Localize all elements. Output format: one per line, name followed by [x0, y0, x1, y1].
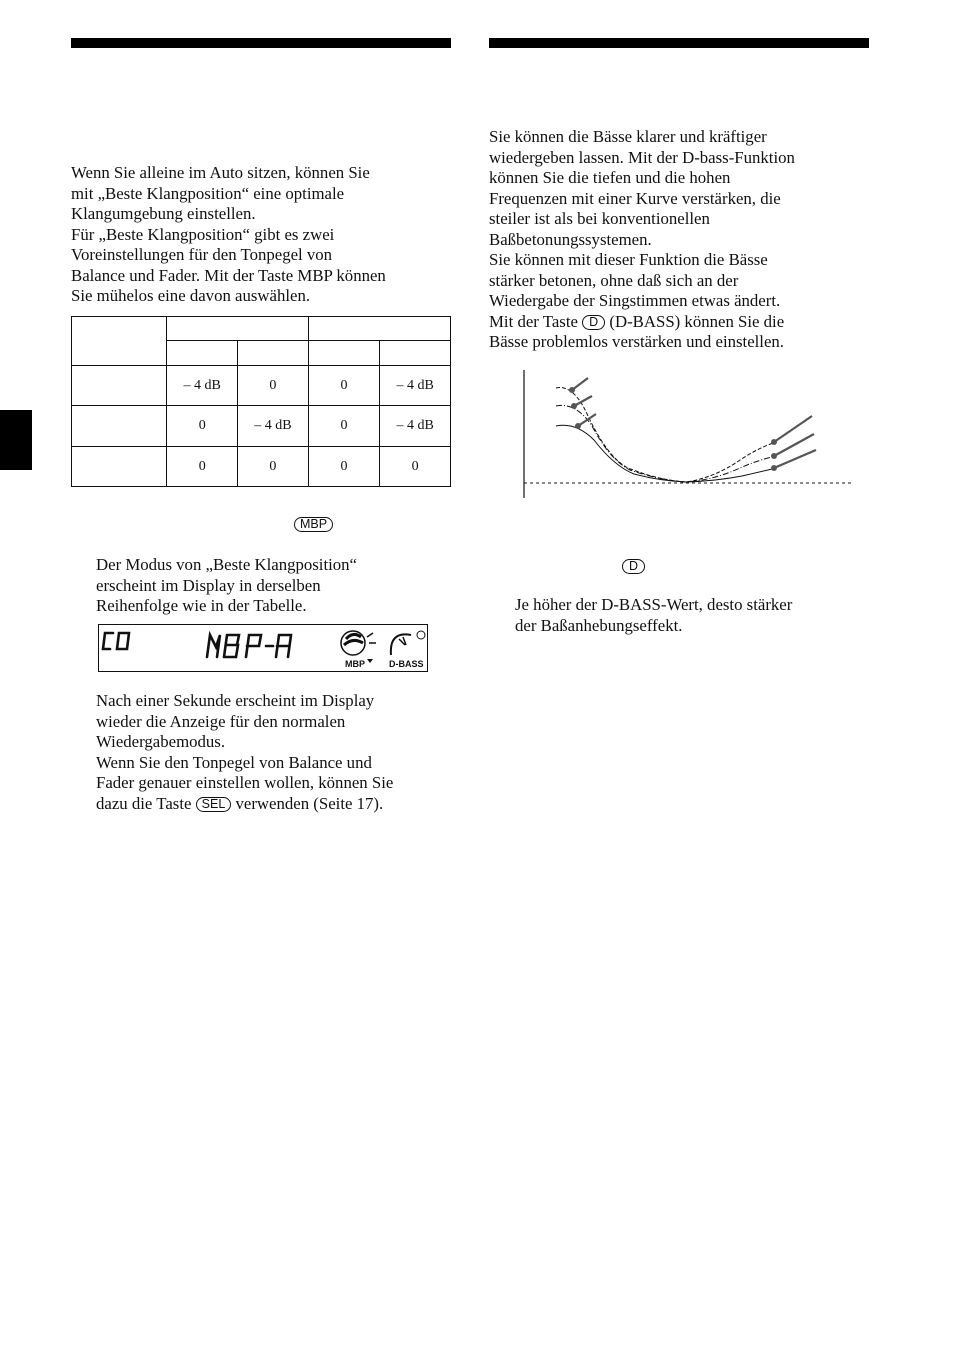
text-line: stärker betonen, ohne daß sich an der — [489, 270, 739, 290]
text-line: Reihenfolge wie in der Tabelle. — [96, 596, 307, 615]
table-cell: – 4 dB — [167, 366, 238, 406]
text-line: Sie können mit dieser Funktion die Bässe — [489, 250, 768, 269]
table-cell: 0 — [380, 447, 451, 487]
dbass-curve-graph — [518, 368, 858, 500]
table-cell: – 4 dB — [380, 406, 451, 447]
text-line: steiler ist als bei konventionellen — [489, 209, 710, 228]
table-cell: 0 — [308, 447, 380, 487]
text-line: Der Modus von „Beste Klangposition“ — [96, 555, 358, 574]
text-line: Baßbetonungssystemen. — [489, 229, 652, 249]
lcd-char-p — [246, 635, 261, 657]
text-line: erscheint im Display in derselben — [96, 575, 321, 595]
row-label-cell — [72, 447, 167, 487]
text-line: Sie mühelos eine davon auswählen. — [71, 286, 311, 305]
dbass-indicator-label: D-BASS — [389, 659, 424, 669]
text-line: können Sie die tiefen und die hohen — [489, 168, 731, 187]
text-line: Fader genauer einstellen wollen, können Sie — [96, 773, 394, 792]
table-cell: – 4 dB — [238, 406, 309, 447]
table-cell: – 4 dB — [380, 366, 451, 406]
text-line: Wenn Sie alleine im Auto sitzen, können Sie — [71, 163, 370, 182]
text-line: Frequenzen mit einer Kurve verstärken, die — [489, 188, 781, 208]
text-line: wiedergeben lassen. Mit der D-bass-Funktion — [489, 147, 795, 167]
text-line: Voreinstellungen für den Tonpegel von — [71, 245, 333, 264]
table-sub-header — [380, 341, 451, 366]
table-row — [72, 366, 451, 406]
left-header-rule — [71, 38, 451, 48]
curve-marker-dots — [569, 387, 777, 471]
text-line: Klangumgebung einstellen. — [71, 204, 256, 223]
lcd-display — [98, 624, 428, 672]
text-line: Balance und Fader. Mit der Taste MBP können — [71, 265, 386, 285]
mbp-button[interactable]: MBP — [294, 517, 333, 532]
table-sub-header — [238, 341, 309, 366]
text-line: Für „Beste Klangposition“ gibt es zwei — [71, 224, 335, 244]
mbp-note-paragraph — [96, 691, 393, 814]
table-corner-cell — [72, 317, 167, 366]
table-row — [72, 447, 451, 487]
text-line: Sie können die Bässe klarer und kräftiger — [489, 127, 767, 146]
lcd-char-b — [224, 635, 239, 657]
text-fragment: verwenden (Seite 17). — [235, 793, 384, 813]
sel-button[interactable]: SEL — [196, 797, 232, 812]
text-line: wieder die Anzeige für den normalen — [96, 711, 346, 731]
table-group-header — [167, 317, 308, 341]
lcd-char-d — [117, 633, 129, 649]
right-header-rule — [489, 38, 869, 48]
mbp-intro-paragraph — [71, 163, 386, 307]
table-cell: 0 — [238, 447, 309, 487]
dbass-intro-paragraph — [489, 127, 795, 353]
table-cell: 0 — [167, 406, 238, 447]
d-bass-button[interactable]: D — [582, 315, 605, 330]
mbp-indicator-label: MBP — [345, 659, 365, 669]
table-cell: 0 — [167, 447, 238, 487]
table-cell: 0 — [308, 366, 380, 406]
text-line: Wenn Sie den Tonpegel von Balance und — [96, 752, 372, 772]
mbp-step-text — [96, 555, 357, 617]
text-line: mit „Beste Klangposition“ eine optimale — [71, 183, 345, 203]
mbp-preset-table — [71, 316, 451, 487]
table-cell: 0 — [308, 406, 380, 447]
text-line-with-key — [96, 794, 393, 815]
table-cell: 0 — [238, 366, 309, 406]
d-bass-step-button[interactable]: D — [622, 559, 645, 574]
table-row — [72, 406, 451, 447]
section-tab-marker — [0, 410, 32, 470]
text-line: Bässe problemlos verstärken und einstellen. — [489, 332, 784, 351]
dbass-curve-1 — [556, 425, 776, 482]
table-sub-header — [308, 341, 380, 366]
lcd-char-a — [276, 635, 291, 657]
text-line-with-key — [489, 312, 795, 333]
text-fragment: dazu die Taste — [96, 793, 192, 813]
text-line: der Baßanhebungseffekt. — [515, 615, 683, 635]
text-line: Wiedergabe der Singstimmen etwas ändert. — [489, 291, 781, 310]
lcd-char-c — [103, 633, 113, 649]
lcd-char-m — [207, 635, 220, 657]
table-sub-header — [167, 341, 238, 366]
table-group-header — [308, 317, 450, 341]
text-fragment: (D-BASS) können Sie die — [609, 311, 785, 331]
text-fragment: Mit der Taste — [489, 311, 578, 331]
row-label-cell — [72, 366, 167, 406]
row-label-cell — [72, 406, 167, 447]
lcd-segments — [99, 625, 427, 671]
dbass-curve-2 — [556, 405, 776, 482]
dbass-step-text — [515, 595, 792, 636]
dbass-curve-3 — [556, 388, 776, 482]
curve-leader-lines — [572, 378, 816, 468]
text-line: Nach einer Sekunde erscheint im Display — [96, 691, 375, 710]
text-line: Wiedergabemodus. — [96, 732, 226, 751]
text-line: Je höher der D-BASS-Wert, desto stärker — [515, 595, 793, 614]
